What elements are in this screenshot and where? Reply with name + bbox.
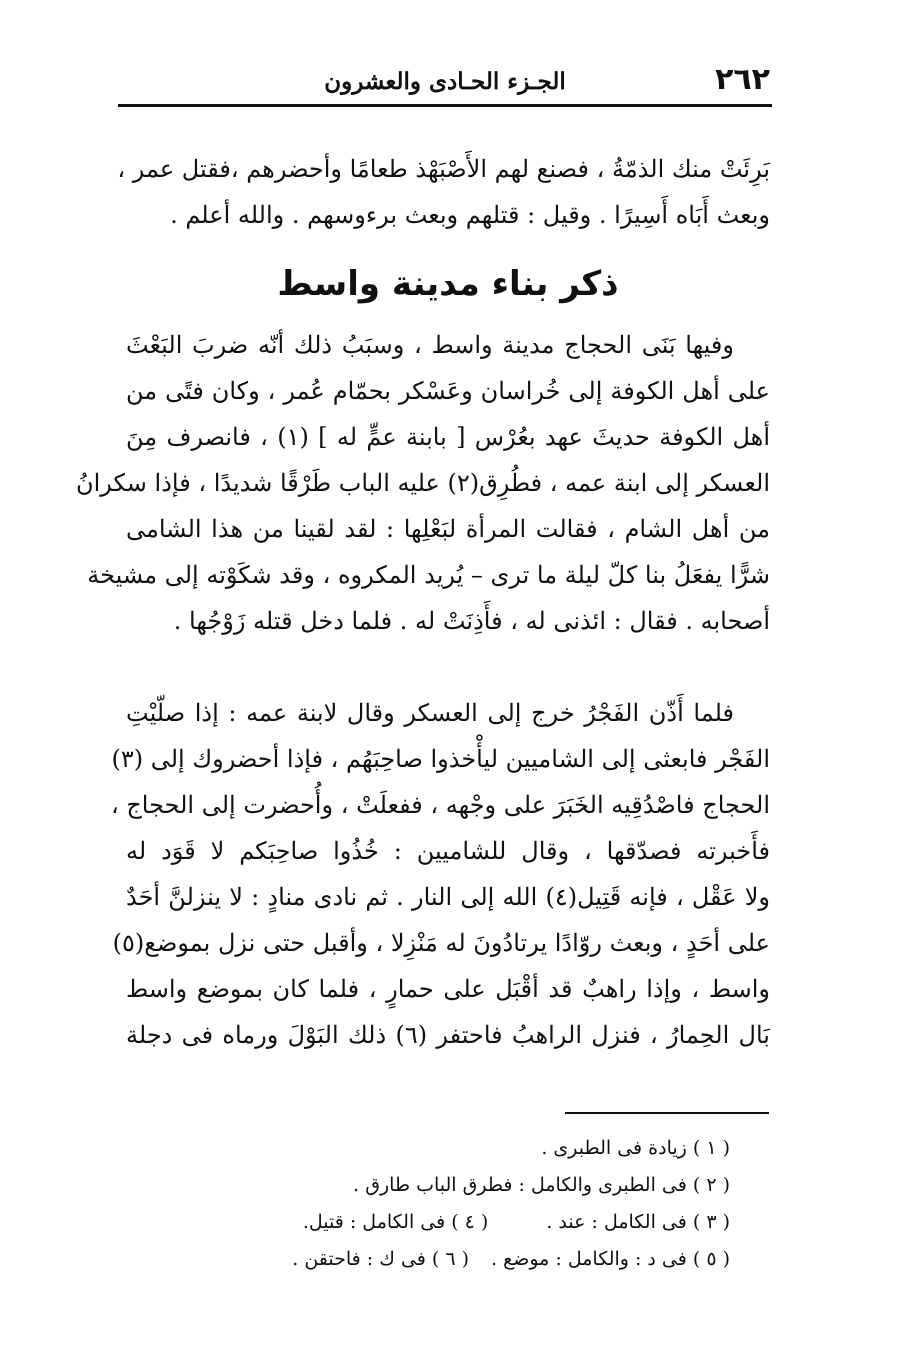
- running-head: [120, 62, 770, 102]
- text-line: العسكر إلى ابنة عمه ، فطُرِق(٢) عليه الباب طَرْقًا شديدًا ، فإذا سكرانُ: [76, 469, 770, 497]
- text-line: فأَخبرته فصدّقها ، وقال للشاميين : خُذُوا صاحِبَكم لا قَوَد له: [126, 837, 770, 865]
- text-line: وفيها بَنَى الحجاج مدينة واسط ، وسبَبُ ذلك أنّه ضربَ البَعْثَ: [126, 331, 734, 359]
- footnote-text: ( ٢ ) فى الطبرى والكامل : فطرق الباب طارق .: [353, 1174, 730, 1196]
- text-line: من أهل الشام ، فقالت المرأة لبَعْلِها : لقد لقينا من هذا الشامى: [126, 515, 770, 543]
- paragraph-1: [76, 322, 771, 644]
- text-line: أصحابه . فقال : ائذنى له ، فأَذِنَتْ له . فلما دخل قتله زَوْجُها .: [173, 607, 770, 635]
- text-line: بَال الحِمارُ ، فنزل الراهبُ فاحتفر (٦) ذلك البَوْلَ ورماه فى دجلة: [126, 1021, 770, 1049]
- footnote: [220, 1204, 730, 1241]
- footnote: [220, 1241, 730, 1278]
- footnote-text: ( ١ ) زيادة فى الطبرى .: [541, 1137, 730, 1159]
- text-line: على أحَدٍ ، وبعث روّادًا يرتادُونَ له مَنْزِلا ، وأقبل حتى نزل بموضع(٥): [112, 929, 770, 957]
- footnote: [220, 1130, 730, 1167]
- footnote-text: ( ٥ ) فى د : والكامل : موضع .: [491, 1248, 730, 1270]
- text-line: وبعث أَبَاه أَسِيرًا . وقيل : قتلهم وبعث برءوسهم . والله أعلم .: [170, 201, 770, 229]
- text-line: على أهل الكوفة إلى خُراسان وعَسْكر بحمّام عُمر ، وكان فتًى من: [126, 377, 771, 405]
- footnote-text: ( ٤ ) فى الكامل : قتيل.: [302, 1211, 489, 1233]
- footnote: [220, 1167, 730, 1204]
- footnotes: [220, 1130, 730, 1278]
- text-line: فلما أَذّن الفَجْرُ خرج إلى العسكر وقال لابنة عمه : إذا صلّيْتِ: [126, 699, 734, 727]
- text-line: شرًّا يفعَلُ بنا كلّ ليلة ما ترى – يُريد المكروه ، وقد شكَوْته إلى مشيخة: [87, 561, 770, 589]
- text-line: ولا عَقْل ، فإنه قَتِيل(٤) الله إلى النار . ثم نادى منادٍ : لا ينزلنَّ أحَدٌ: [126, 883, 770, 911]
- intro-text: [117, 146, 770, 238]
- text-line: الفَجْر فابعثى إلى الشاميين ليأْخذوا صاحِبَهُم ، فإذا أحضروك إلى (٣): [111, 745, 770, 773]
- text-line: الحجاج فاصْدُقِيه الخَبَرَ على وجْهه ، ففعلَتْ ، وأُحضرت إلى الحجاج ،: [110, 791, 770, 819]
- footnote-text: ( ٣ ) فى الكامل : عند .: [546, 1211, 730, 1233]
- footnote-rule: [565, 1112, 769, 1114]
- page-number: ٢٦٢: [715, 62, 770, 97]
- text-line: بَرِئَتْ منك الذمّةُ ، فصنع لهم الأَصْبَهْذ طعامًا وأحضرهم ،فقتل عمر ،: [117, 155, 770, 183]
- running-title: الجـزء الحـادى والعشرون: [324, 68, 566, 95]
- text-line: واسط ، وإذا راهبٌ قد أقْبَل على حمارٍ ، فلما كان بموضع واسط: [126, 975, 770, 1003]
- header-rule: [118, 104, 772, 107]
- footnote-text: ( ٦ ) فى ك : فاحتقن .: [292, 1248, 470, 1270]
- text-line: أهل الكوفة حديثَ عهد بعُرْس [ بابنة عمٍّ له ] (١) ، فانصرف مِنَ: [126, 423, 770, 451]
- paragraph-2: [110, 690, 770, 1058]
- section-heading: ذكر بناء مدينة واسط: [277, 264, 619, 304]
